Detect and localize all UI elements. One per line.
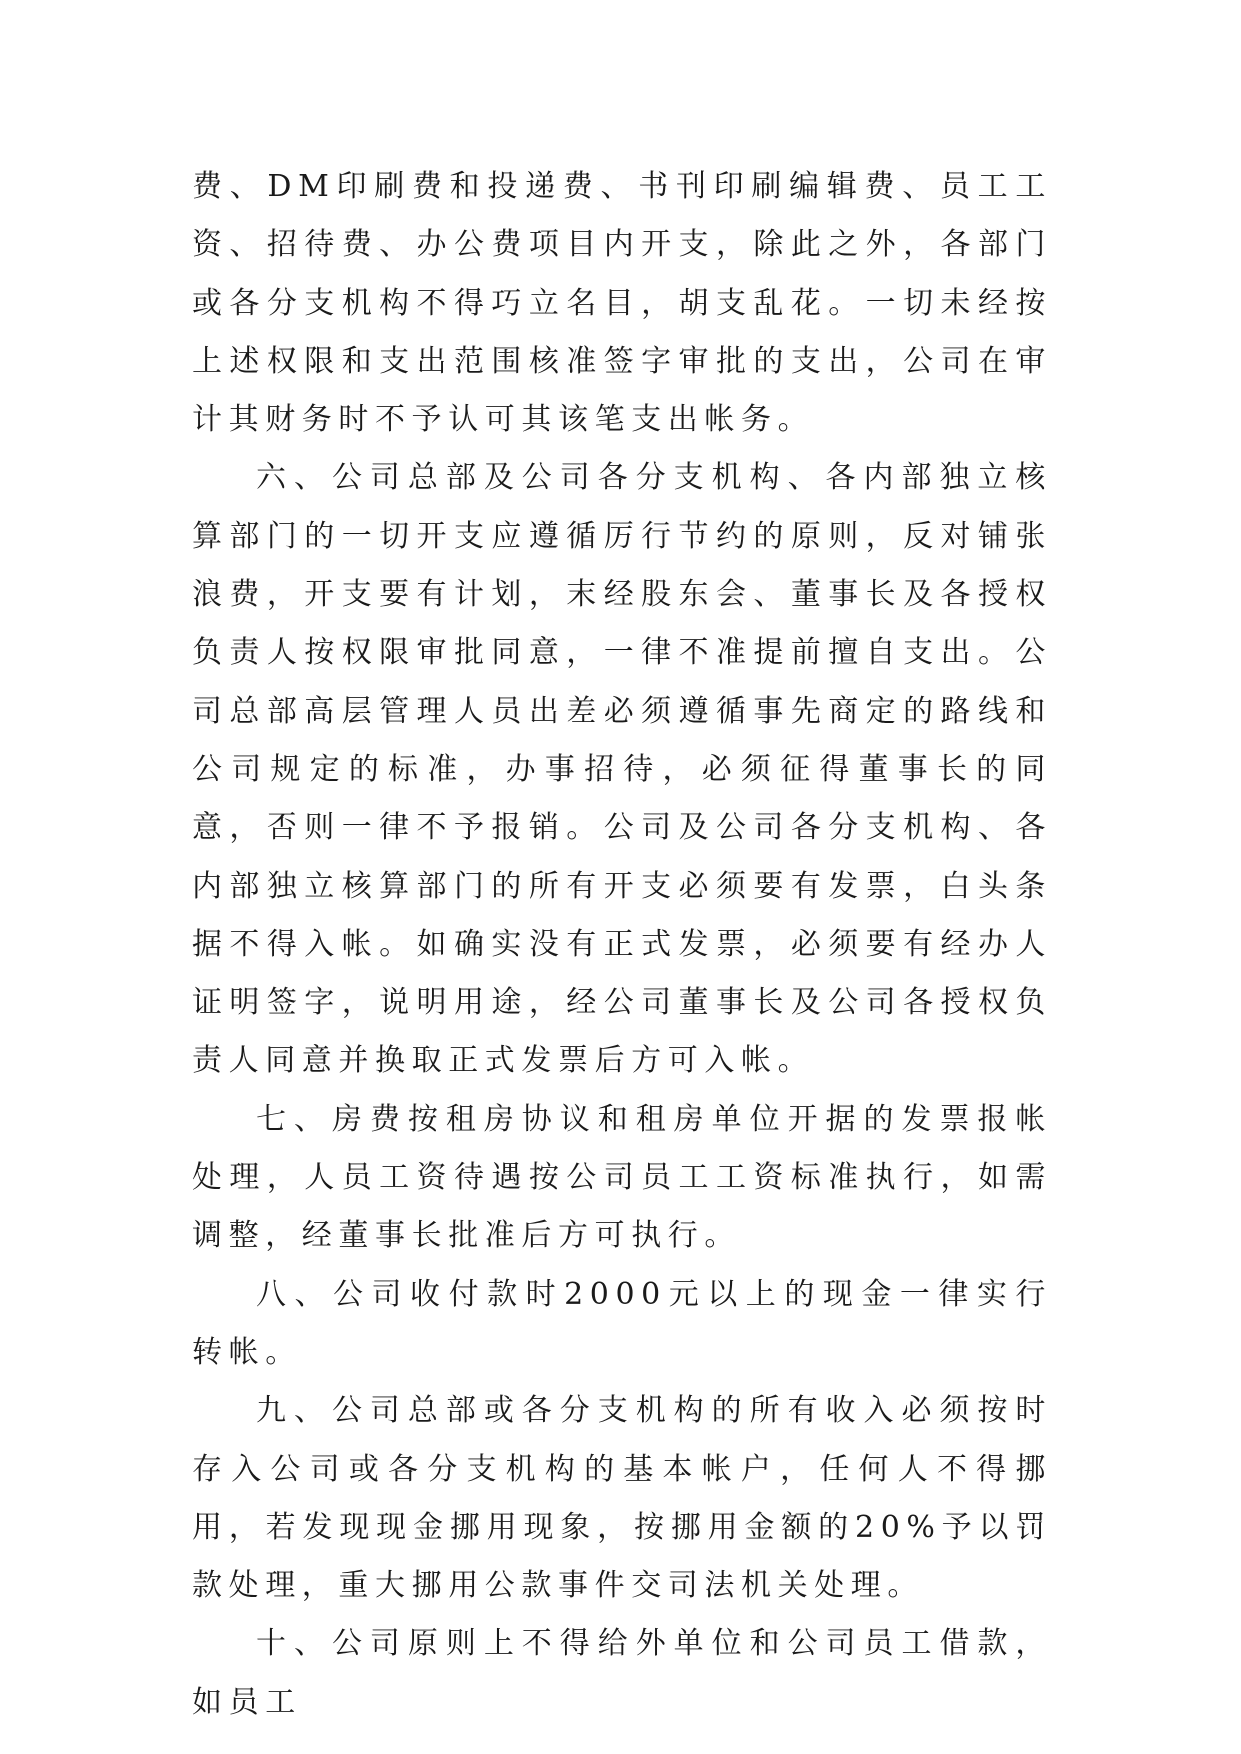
paragraph-section-8: 八、公司收付款时2000元以上的现金一律实行转帐。 — [192, 1276, 1052, 1370]
paragraph-section-9: 九、公司总部或各分支机构的所有收入必须按时存入公司或各分支机构的基本帐户，任何人不得挪用，若发现现金挪用现象，按挪用金额的20%予以罚款处理，重大挪用公款事件交司法机关处理。 — [192, 1393, 1052, 1604]
paragraph-section-6: 六、公司总部及公司各分支机构、各内部独立核算部门的一切开支应遵循厉行节约的原则，反对铺张浪费，开支要有计划，末经股东会、董事长及各授权负责人按权限审批同意，一律不准提前擅自支出。公司总部高层管理人员出差必须遵循事先商定的路线和公司规定的标准，办事招待，必须征得董事长的同意，否则一律不予报销。公司及公司各分支机构、各内部独立核算部门的所有开支必须要有发票，白头条据不得入帐。如确实没有正式发票，必须要有经办人证明签字，说明用途，经公司董事长及公司各授权负责人同意并换取正式发票后方可入帐。 — [192, 460, 1052, 1079]
paragraph-section-10: 十、公司原则上不得给外单位和公司员工借款，如员工 — [192, 1626, 1052, 1720]
paragraph-continuation: 费、DM印刷费和投递费、书刊印刷编辑费、员工工资、招待费、办公费项目内开支，除此之外，各部门或各分支机构不得巧立名目，胡支乱花。一切未经按上述权限和支出范围核准签字审批的支出，公司在审计其财务时不予认可其该笔支出帐务。 — [192, 169, 1052, 438]
paragraph-section-7: 七、房费按租房协议和租房单位开据的发票报帐处理，人员工资待遇按公司员工工资标准执行，如需调整，经董事长批准后方可执行。 — [192, 1101, 1052, 1254]
document-page — [192, 158, 1052, 1732]
